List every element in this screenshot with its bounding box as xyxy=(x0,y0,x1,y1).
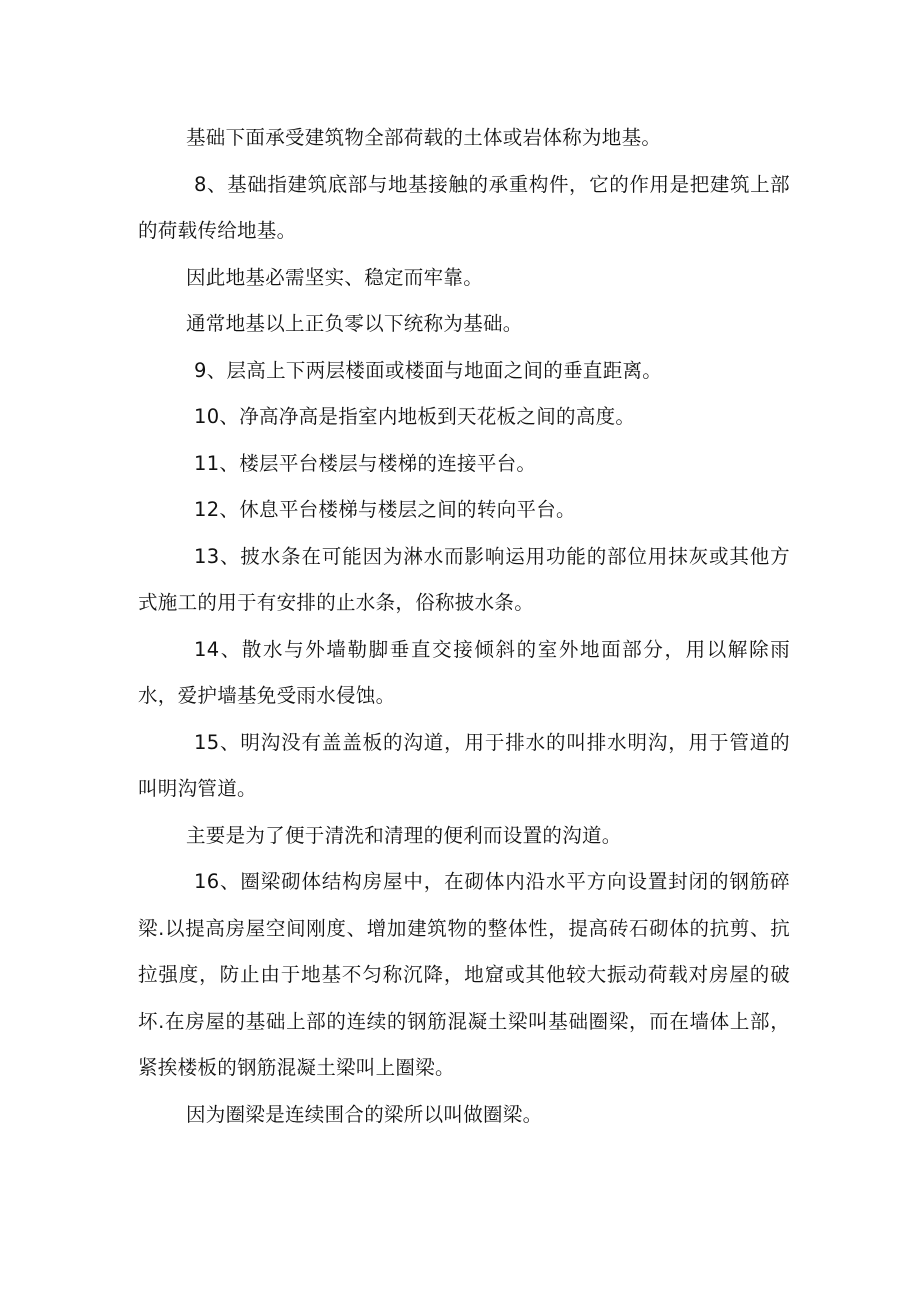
paragraph-ring-beam-name: 因为圈梁是连续围合的梁所以叫做圈梁。 xyxy=(186,1102,543,1126)
paragraph-firm-foundation: 因此地基必需坚实、稳定而牢靠。 xyxy=(186,265,484,289)
paragraph-item-8: 8、基础指建筑底部与地基接触的承重构件，它的作用是把建筑上部的荷载传给地基。 xyxy=(138,172,790,242)
paragraph-item-9: 9、层高上下两层楼面或楼面与地面之间的垂直距离。 xyxy=(194,358,663,382)
document-body xyxy=(138,115,790,1138)
paragraph-item-16: 16、圈梁砌体结构房屋中，在砌体内沿水平方向设置封闭的钢筋碎梁.以提高房屋空间刚度、增加建筑物的整体性，提高砖石砌体的抗剪、抗拉强度，防止由于地基不匀称沉降，地窟或其他较大振动荷载对房屋的破坏.在房屋的基础上部的连续的钢筋混凝土梁叫基础圈梁，而在墙体上部，紧挨楼板的钢筋混凝土梁叫上圈梁。 xyxy=(138,870,790,1079)
paragraph-item-10: 10、净高净高是指室内地板到天花板之间的高度。 xyxy=(194,405,636,428)
paragraph-ditch-purpose: 主要是为了便于清洗和清理的便利而设置的沟道。 xyxy=(186,823,622,847)
paragraph-item-13: 13、披水条在可能因为淋水而影响运用功能的部位用抹灰或其他方式施工的用于有安排的止水条，俗称披水条。 xyxy=(138,544,790,614)
paragraph-item-15: 15、明沟没有盖盖板的沟道，用于排水的叫排水明沟，用于管道的叫明沟管道。 xyxy=(138,730,790,800)
paragraph-foundation-soil: 基础下面承受建筑物全部荷载的土体或岩体称为地基。 xyxy=(186,126,662,149)
paragraph-item-12: 12、休息平台楼梯与楼层之间的转向平台。 xyxy=(194,498,576,521)
paragraph-item-11: 11、楼层平台楼层与楼梯的连接平台。 xyxy=(194,451,537,475)
paragraph-item-14: 14、散水与外墙勒脚垂直交接倾斜的室外地面部分，用以解除雨水，爱护墙基免受雨水侵蚀。 xyxy=(138,637,790,707)
paragraph-foundation-definition: 通常地基以上正负零以下统称为基础。 xyxy=(186,312,523,335)
